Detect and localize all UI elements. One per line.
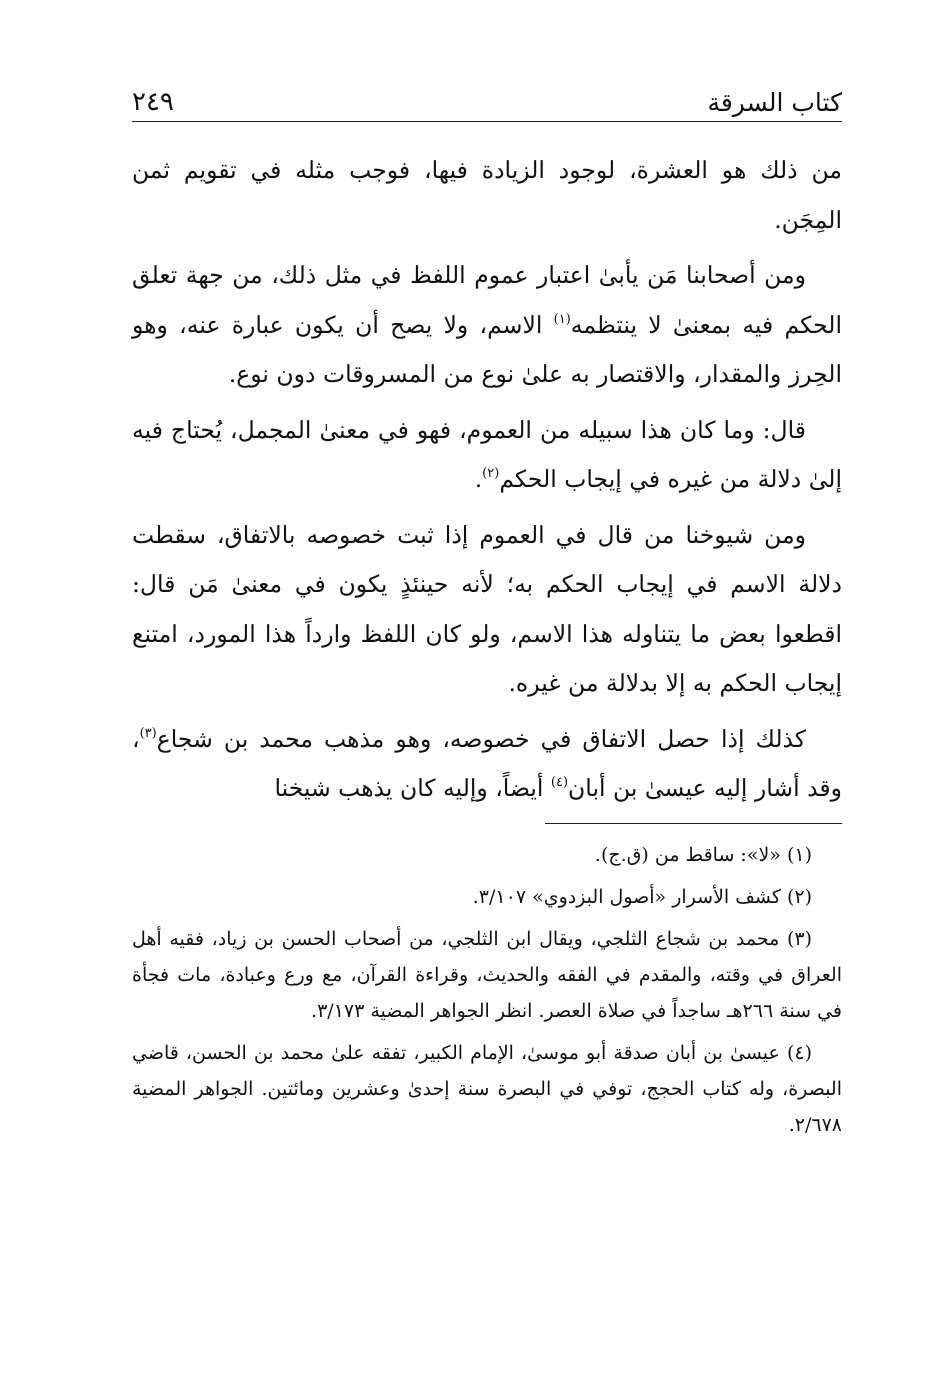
running-title: كتاب السرقة [707,88,842,117]
paragraph-5-text-b: ، وقد أشار إليه عيسىٰ بن أبان [132,724,842,802]
paragraph-4 [132,511,842,709]
main-text [132,146,842,820]
paragraph-3-text-a: قال: وما كان هذا سبيله من العموم، فهو في معنىٰ المجمل، يُحتاج فيه إلىٰ دلالة من غيره في إيجاب الحكم [132,415,842,493]
paragraph-5-text-c: أيضاً، وإليه كان يذهب شيخنا [274,774,551,802]
paragraph-3-text-b: . [474,465,483,493]
footnote-ref-1: (١) [553,311,571,327]
running-head [132,78,842,122]
footnote-ref-2: (٢) [482,466,500,481]
footnote-4: (٤) عيسىٰ بن أبان صدقة أبو موسىٰ، الإمام الكبير، تفقه علىٰ محمد بن الحسن، قاضي البصرة، وله كتاب الحجج، توفي في البصرة سنة إحدىٰ وعشرين ومائتين. الجواهر المضية ٢/٦٧٨. [132,1042,842,1136]
footnote-3: (٣) محمد بن شجاع الثلجي، ويقال ابن الثلجي، من أصحاب الحسن بن زياد، فقيه أهل العراق في وقته، والمقدم في الفقه والحديث، وقراءة القرآن، مع ورع وعبادة، مات فجأة في سنة ٢٦٦هـ ساجداً في صلاة العصر. انظر الجواهر المضية ٣/١٧٣. [132,928,842,1022]
footnotes [132,837,842,1149]
paragraph-2-text-b: الاسم، ولا يصح أن يكون عبارة عنه، وهو الحِرز والمقدار، والاقتصار به علىٰ نوع من المسروقات دون نوع. [132,310,842,388]
paragraph-3 [132,406,842,505]
page-number: ٢٤٩ [132,87,174,117]
footnote-1: (١) «لا»: ساقط من (ق.ج). [594,844,812,866]
paragraph-1 [132,146,842,245]
paragraph-2 [132,251,842,400]
paragraph-5 [132,715,842,814]
paragraph-1-text: من ذلك هو العشرة، لوجود الزيادة فيها، فوجب مثله في تقويم ثمن المِجَن. [132,156,842,234]
paragraph-5-text-a: كذلك إذا حصل الاتفاق في خصوصه، وهو مذهب محمد بن شجاع [156,724,806,753]
footnote-separator [545,823,842,824]
footnote-ref-4: (٤) [550,775,569,790]
footnote-ref-3: (٣) [139,725,157,741]
paragraph-2-text-a: ومن أصحابنا مَن يأبىٰ اعتبار عموم اللفظ في مثل ذلك، من جهة تعلق الحكم فيه بمعنىٰ لا ينتظمه [132,261,842,339]
paragraph-4-text: ومن شيوخنا من قال في العموم إذا ثبت خصوصه بالاتفاق، سقطت دلالة الاسم في إيجاب الحكم به؛ لأنه حينئذٍ يكون في معنىٰ مَن قال: اقطعوا بعض ما يتناوله هذا الاسم، ولو كان اللفظ وارداً هذا المورد، امتنع إيجاب الحكم به إلا بدلالة من غيره. [132,520,842,697]
footnote-2: (٢) كشف الأسرار «أصول البزدوي» ٣/١٠٧. [472,886,812,908]
